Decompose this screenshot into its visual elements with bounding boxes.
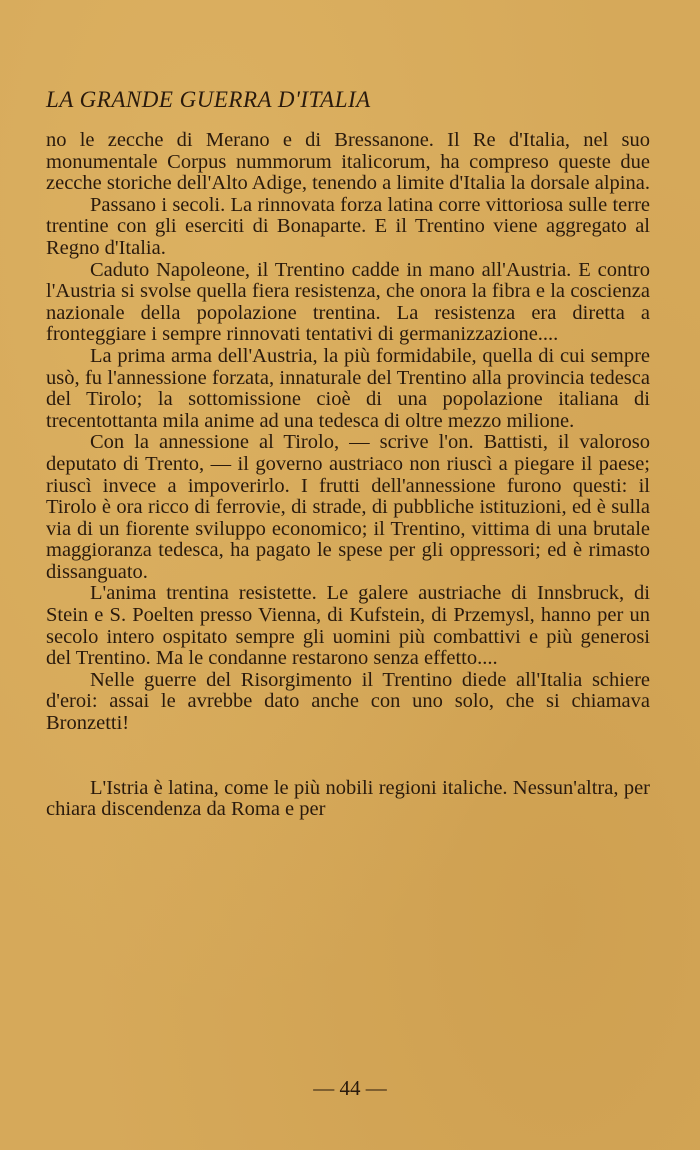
paragraph-istria: L'Istria è latina, come le più nobili regioni italiche. Nessun'altra, per chiara discendenza da Roma e per — [46, 776, 650, 821]
running-head: LA GRANDE GUERRA D'ITALIA — [46, 87, 371, 112]
paragraph-passano: Passano i secoli. La rinnovata forza latina corre vittoriosa sulle terre trentine con gli eserciti di Bonaparte. E il Trentino viene aggregato al Regno d'Italia. — [46, 193, 650, 259]
section-gap — [46, 735, 650, 778]
book-page — [46, 86, 650, 821]
body-text — [46, 130, 650, 821]
page-number: — 44 — — [313, 1076, 387, 1100]
paragraph-annessione: Con la annessione al Tirolo, — scrive l'on. Battisti, il valoroso deputato di Trento, — il governo austriaco non riuscì a piegare il paese; riuscì invece a impoverirlo. I frutti dell'annessione furono questi: il Tirolo è ora ricco di ferrovie, di strade, di pubbliche istituzioni, ed è sulla via di un fiorente sviluppo economico; il Trentino, vittima di una brutale maggioranza tedesca, ha pagato le spese per gli oppressori; ed è rimasto dissanguato. — [46, 431, 650, 583]
paragraph-anima: L'anima trentina resistette. Le galere austriache di Innsbruck, di Stein e S. Poelten presso Vienna, di Kufstein, di Przemysl, hanno per un secolo intero ospitato sempre gli uomini più combattivi e più generosi del Trentino. Ma le condanne restarono senza effetto.... — [46, 582, 650, 670]
paragraph-zecche: no le zecche di Merano e di Bressanone. Il Re d'Italia, nel suo monumentale Corpus nummorum italicorum, ha compreso queste due zecche storiche dell'Alto Adige, tenendo a limite d'Italia la dorsale alpina. — [46, 129, 650, 195]
paragraph-prima-arma: La prima arma dell'Austria, la più formidabile, quella di cui sempre usò, fu l'annessione forzata, innaturale del Trentino alla provincia tedesca del Tirolo; la sottomissione cioè di una popolazione italiana di trecentottanta mila anime ad una tedesca di oltre mezzo milione. — [46, 344, 650, 432]
paragraph-risorgimento: Nelle guerre del Risorgimento il Trentino diede all'Italia schiere d'eroi: assai le avrebbe dato anche con uno solo, che si chiamava Bronzetti! — [46, 668, 650, 735]
paragraph-caduto: Caduto Napoleone, il Trentino cadde in mano all'Austria. E contro l'Austria si svolse quella fiera resistenza, che onora la fibra e la coscienza nazionale della popolazione trentina. La resistenza era diretta a fronteggiare i sempre rinnovati tentativi di germanizzazione.... — [46, 258, 650, 346]
